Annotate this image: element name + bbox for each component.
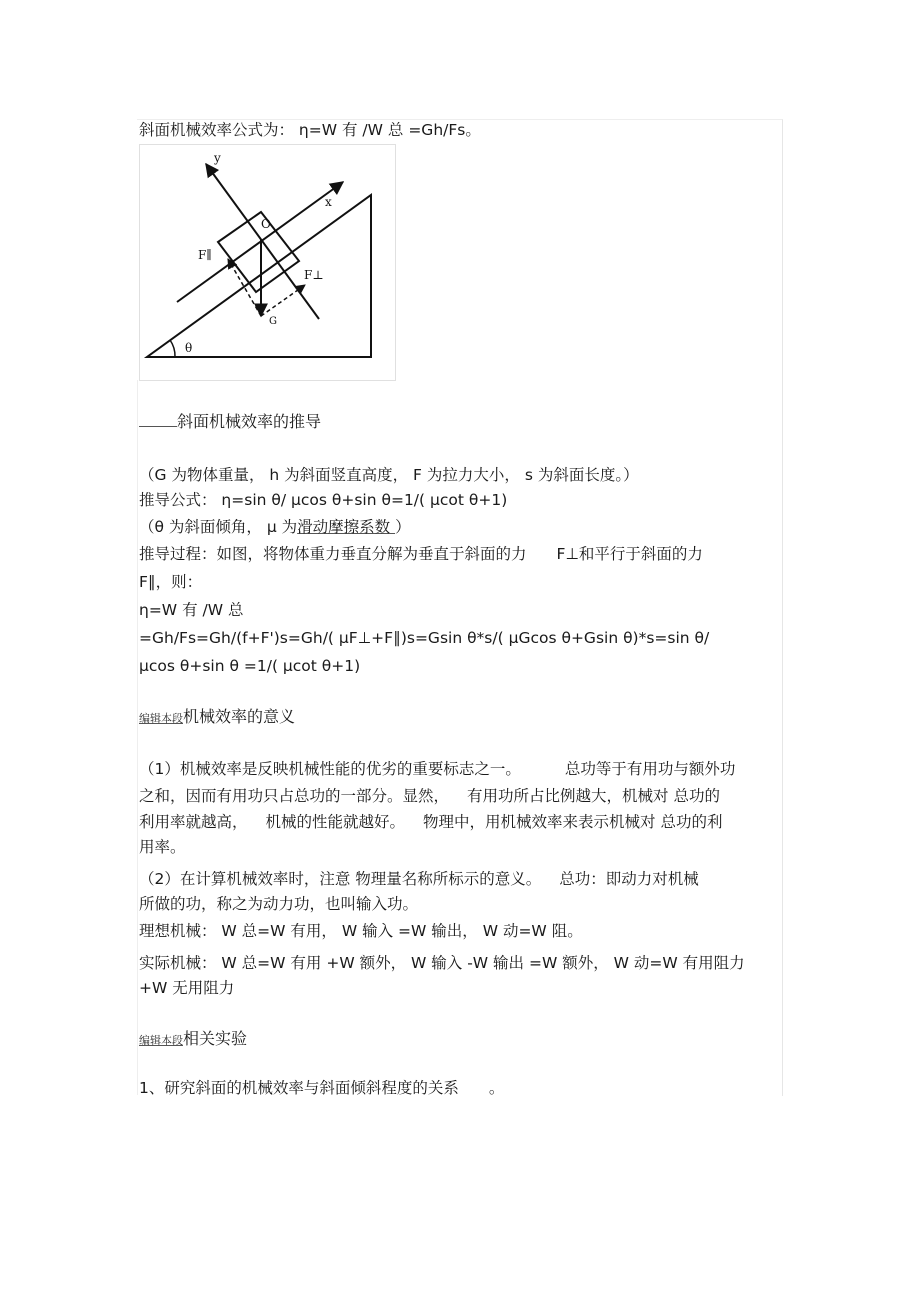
meaning-line-4: 用率。 bbox=[139, 838, 186, 856]
edit-section-link-2[interactable]: 编辑本段 bbox=[139, 1034, 183, 1047]
meaning-text-1b: 总功等于有用功与额外功 bbox=[564, 760, 736, 778]
experiment-end: 。 bbox=[488, 1079, 505, 1097]
equation-2: =Gh/Fs=Gh/(f+F')s=Gh/( μF⊥+F∥)s=Gsin θ*s/( μGcos θ+Gsin θ)*s=sin θ/ bbox=[139, 629, 710, 647]
meaning-text-3a: 利用率就越高， bbox=[139, 813, 248, 831]
theta-arc bbox=[170, 340, 175, 357]
section-meaning-heading bbox=[139, 707, 295, 729]
experiment-item-1 bbox=[139, 1078, 504, 1098]
meaning-text-5a: （2）在计算机械效率时，注意 物理量名称所标示的意义。 bbox=[139, 870, 542, 888]
ideal-machine: 理想机械： W 总=W 有用， W 输入 =W 输出， W 动=W 阻。 bbox=[139, 922, 583, 940]
section-experiment-title: 相关实验 bbox=[183, 1029, 248, 1048]
o-label: O bbox=[261, 217, 271, 231]
theta-desc-text: （θ 为斜面倾角， μ 为 bbox=[139, 518, 298, 536]
meaning-line-3 bbox=[139, 812, 722, 832]
meaning-line-5 bbox=[139, 869, 699, 889]
actual-machine-1: 实际机械： W 总=W 有用 +W 额外， W 输入 -W 输出 =W 额外， W 动=W 有用阻力 bbox=[139, 954, 745, 972]
f-parallel-label: F∥ bbox=[198, 248, 212, 262]
section-meaning-title: 机械效率的意义 bbox=[183, 707, 296, 726]
process-line-2: F∥，则： bbox=[139, 573, 203, 591]
meaning-text-2a: 之和，因而有用功只占总功的一部分。显然， bbox=[139, 787, 450, 805]
actual-machine-2: +W 无用阻力 bbox=[139, 979, 235, 997]
section-derivation-heading bbox=[139, 412, 321, 432]
diagram-border bbox=[140, 145, 396, 381]
page-frame-left-edge bbox=[137, 380, 138, 1095]
meaning-text-1a: （1）机械效率是反映机械性能的优劣的重要标志之一。 bbox=[139, 760, 521, 778]
x-label: x bbox=[325, 195, 332, 209]
section-derivation-title: 斜面机械效率的推导 bbox=[177, 412, 322, 431]
formula-line: 斜面机械效率公式为： η=W 有 /W 总 =Gh/Fs。 bbox=[139, 121, 481, 139]
meaning-text-3b: 机械的性能就越好。 bbox=[265, 813, 406, 831]
meaning-text-3c: 物理中，用机械效率来表示机械对 总功的利 bbox=[423, 813, 723, 831]
incline-triangle bbox=[147, 195, 371, 357]
meaning-text-5b: 总功：即动力对机械 bbox=[559, 870, 699, 888]
block bbox=[218, 212, 299, 292]
derive-formula: 推导公式： η=sin θ/ μcos θ+sin θ=1/( μcot θ+1) bbox=[139, 491, 508, 509]
y-label: y bbox=[214, 151, 221, 165]
theta-description bbox=[139, 517, 411, 537]
y-axis-arrow bbox=[206, 164, 319, 319]
meaning-line-6: 所做的功，称之为动力功，也叫输入功。 bbox=[139, 895, 419, 913]
meaning-text-2b: 有用功所占比例越大，机械对 总功的 bbox=[467, 787, 720, 805]
equation-1: η=W 有 /W 总 bbox=[139, 601, 244, 619]
variable-description: （G 为物体重量， h 为斜面竖直高度， F 为拉力大小， s 为斜面长度。） bbox=[139, 466, 639, 484]
theta-label: θ bbox=[185, 341, 193, 355]
incline-force-diagram bbox=[139, 144, 397, 382]
theta-desc-close: ） bbox=[395, 518, 411, 536]
process-text-b: F⊥和平行于斜面的力 bbox=[556, 545, 703, 563]
equation-3: μcos θ+sin θ =1/( μcot θ+1) bbox=[139, 657, 361, 675]
f-perp-label: F⊥ bbox=[304, 268, 324, 282]
f-perp-arrow bbox=[261, 285, 305, 316]
meaning-line-1 bbox=[139, 759, 735, 779]
process-text-a: 推导过程：如图，将物体重力垂直分解为垂直于斜面的力 bbox=[139, 545, 527, 563]
edit-section-link[interactable]: 编辑本段 bbox=[139, 712, 183, 725]
process-line-1 bbox=[139, 544, 703, 564]
g-label: G bbox=[269, 316, 277, 327]
section-experiment-heading bbox=[139, 1029, 247, 1051]
heading-underline-blank bbox=[139, 412, 177, 427]
experiment-text: 1、研究斜面的机械效率与斜面倾斜程度的关系 bbox=[139, 1079, 459, 1097]
friction-coefficient-link[interactable]: 滑动摩擦系数 bbox=[297, 518, 396, 536]
meaning-line-2 bbox=[139, 786, 720, 806]
